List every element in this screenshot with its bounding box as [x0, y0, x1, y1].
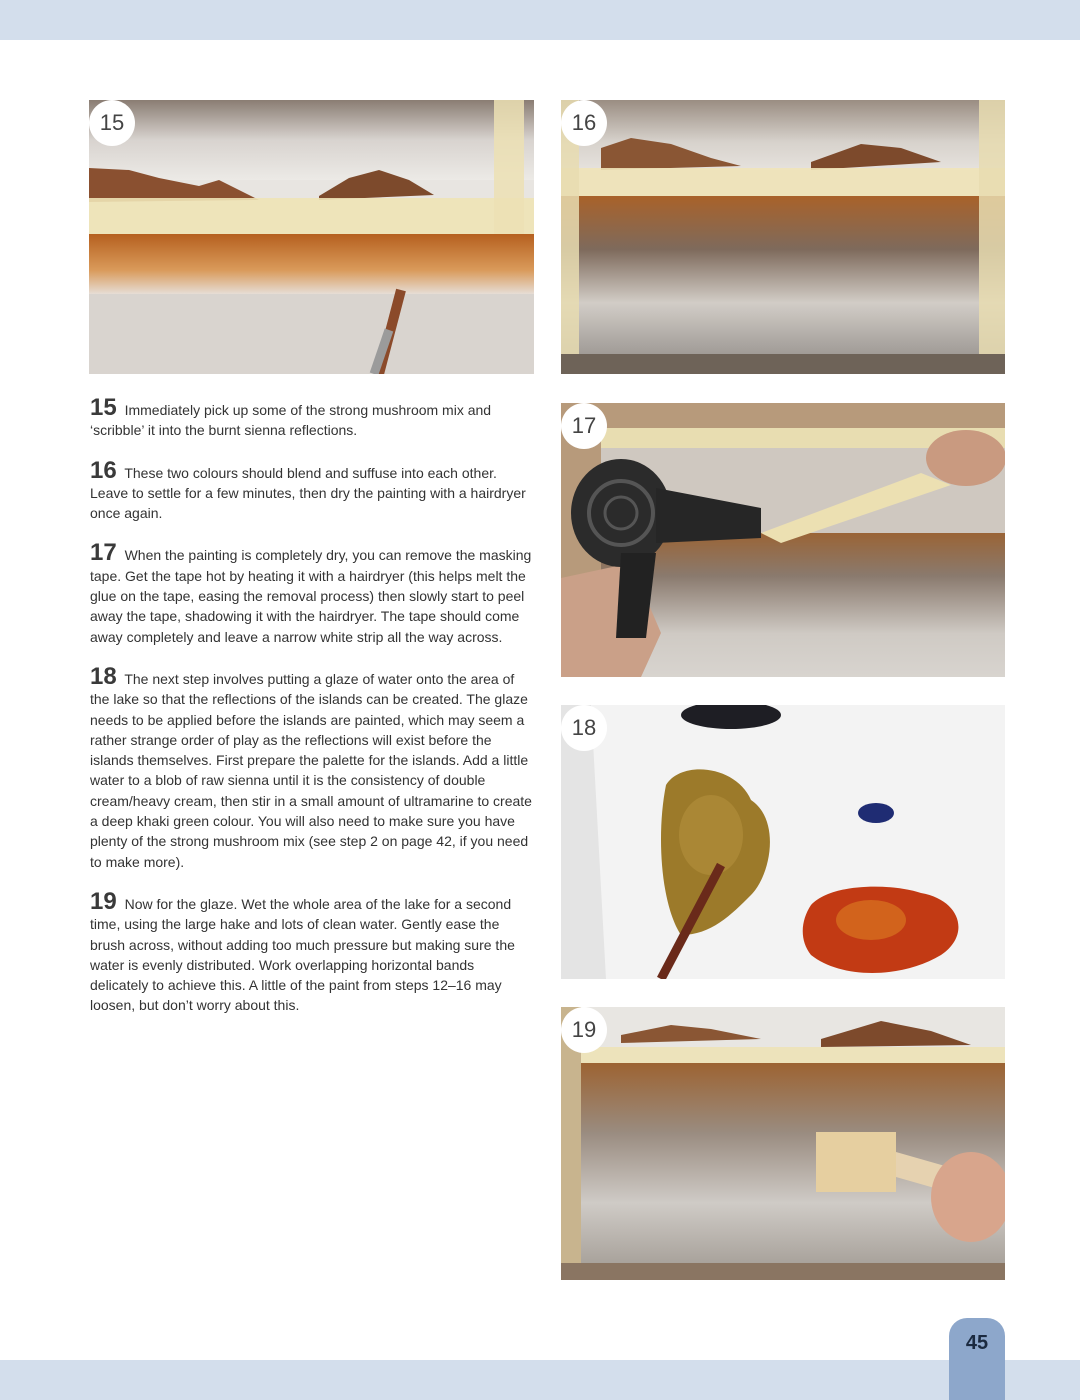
instructions-column	[90, 394, 534, 1036]
step-number: 16	[90, 456, 117, 484]
photo-step-16	[561, 100, 1005, 374]
top-band	[0, 0, 1080, 40]
step-badge-19: 19	[561, 1007, 607, 1053]
step-number: 17	[90, 539, 117, 567]
step-text: When the painting is completely dry, you can remove the masking tape. Get the tape hot by heating it with a hairdryer (this helps melt the glue on the tape, easing the removal process) then slowly start to peel away the tape, shadowing it with the hairdryer. The tape should come away completely and leave a narrow white strip all the way across.	[90, 547, 532, 645]
step-badge-16: 16	[561, 100, 607, 146]
step-number: 19	[90, 887, 117, 915]
step-badge-15: 15	[89, 100, 135, 146]
photo-step-17	[561, 403, 1005, 677]
step-text: Now for the glaze. Wet the whole area of the lake for a second time, using the large hake and lots of clean water. Gently ease the brush across, without adding too much pressure but making sure the water is evenly distributed. Work overlapping horizontal bands delicately to achieve this. A little of the paint from steps 12–16 may loosen, but don’t worry about this.	[90, 895, 515, 1014]
photo-step-15	[89, 100, 534, 374]
step-15	[90, 394, 534, 441]
step-text: Immediately pick up some of the strong mushroom mix and ‘scribble’ it into the burnt sienna reflections.	[90, 402, 492, 439]
step-18	[90, 662, 534, 872]
photo-step-19	[561, 1007, 1005, 1280]
step-text: The next step involves putting a glaze of water onto the area of the lake so that the reflections of the islands can be created. The glaze needs to be applied before the islands are painted, which may seem a rather strange order of play as the reflections will exist before the islands themselves. First prepare the palette for the islands. Add a little water to a blob of raw sienna until it is the consistency of double cream/heavy cream, then stir in a small amount of ultramarine to create a deep khaki green colour. You will also need to make sure you have plenty of the strong mushroom mix (see step 2 on page 42, if you need to make more).	[90, 670, 532, 870]
page-number-tab	[949, 1318, 1005, 1400]
photo-step-18	[561, 705, 1005, 979]
page-number: 45	[965, 1332, 989, 1354]
step-17	[90, 539, 534, 646]
step-text: These two colours should blend and suffuse into each other. Leave to settle for a few minutes, then dry the painting with a hairdryer once again.	[90, 464, 526, 522]
step-16	[90, 456, 534, 524]
step-badge-17: 17	[561, 403, 607, 449]
step-number: 15	[90, 394, 117, 421]
step-badge-18: 18	[561, 705, 607, 751]
step-number: 18	[90, 662, 117, 690]
bottom-band	[0, 1360, 1080, 1400]
step-19	[90, 887, 534, 1016]
